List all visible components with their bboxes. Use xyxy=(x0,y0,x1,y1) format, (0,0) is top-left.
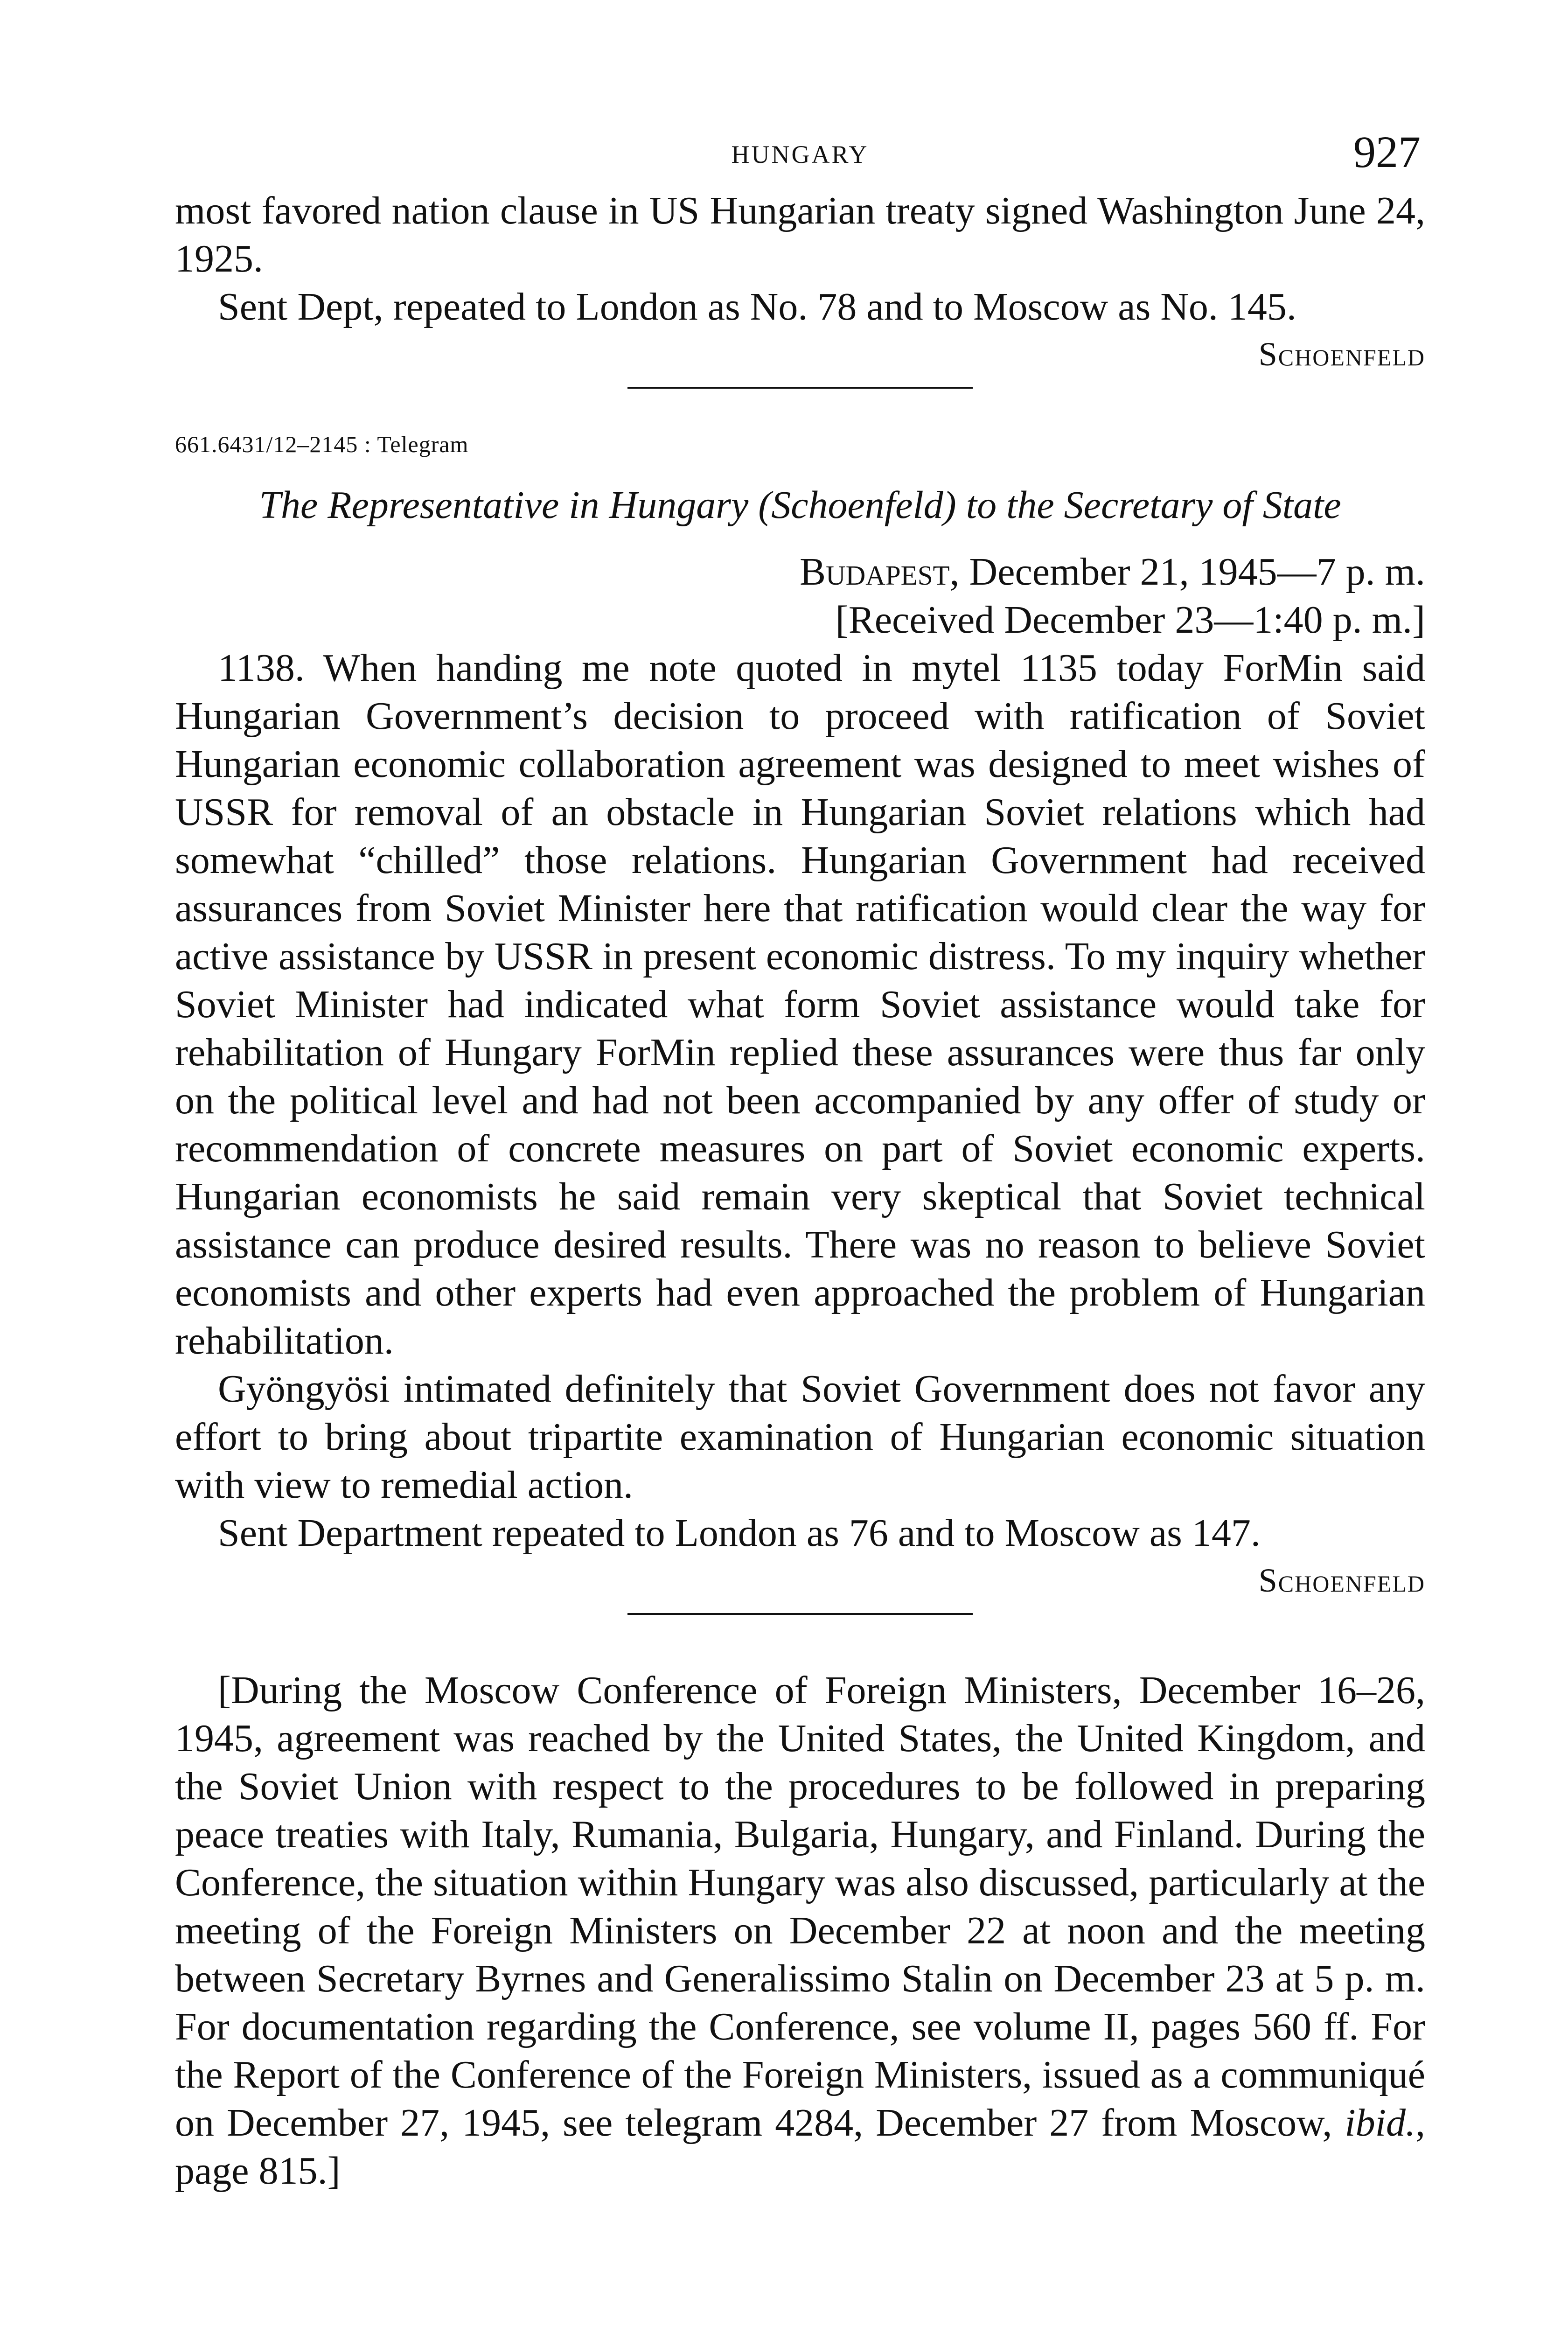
editorial-note-end: , page 815.] xyxy=(175,2101,1425,2193)
editorial-note xyxy=(175,1666,1425,2195)
section-divider xyxy=(627,1613,973,1615)
page-number: 927 xyxy=(1353,127,1421,177)
dateline xyxy=(175,548,1425,596)
document-2 xyxy=(175,431,1425,1604)
dateline-date: , December 21, 1945—7 p. m. xyxy=(949,550,1425,594)
document-page xyxy=(175,126,1425,2195)
signature: Schoenfeld xyxy=(1258,1562,1425,1599)
file-reference: 661.6431/12–2145 : Telegram xyxy=(175,431,469,457)
sent-line: Sent Department repeated to London as 76 and to Moscow as 147. xyxy=(218,1511,1261,1555)
received-line: [Received December 23—1:40 p. m.] xyxy=(835,598,1425,642)
telegram-paragraph-1: 1138. When handing me note quoted in mytel 1135 today ForMin said Hungarian Government’s decision to proceed with ratification of Soviet Hungarian economic collaboration agreement was designed to meet wishes of USSR for removal of an obstacle in Hungarian Soviet relations which had somewhat “chilled” those relations. Hungarian Government had received assurances from Soviet Minister here that ratification would clear the way for active assistance by USSR in present economic distress. To my inquiry whether Soviet Minister had indicated what form Soviet assistance would take for rehabilitation of Hungary ForMin replied these assurances were thus far only on the political level and had not been accompanied by any offer of study or recommendation of concrete measures on part of Soviet economic experts. Hungarian economists he said remain very skeptical that Soviet technical assistance can produce desired results. There was no reason to believe Soviet economists and other experts had even approached the problem of Hungarian rehabilitation. xyxy=(175,646,1425,1362)
sent-line: Sent Dept, repeated to London as No. 78 and to Moscow as No. 145. xyxy=(218,285,1296,328)
section-divider xyxy=(627,387,973,389)
running-head: HUNGARY xyxy=(731,140,869,168)
document-caption: The Representative in Hungary (Schoenfeld) to the Secretary of State xyxy=(259,483,1341,527)
signature: Schoenfeld xyxy=(1258,335,1425,373)
dateline-place: Budapest xyxy=(799,550,950,594)
page-header xyxy=(175,126,1425,177)
telegram-paragraph-2: Gyöngyösi intimated definitely that Soviet Government does not favor any effort to bring about tripartite examination of Hungarian economic situation with view to remedial action. xyxy=(175,1367,1425,1507)
editorial-note-text: [During the Moscow Conference of Foreign Ministers, December 16–26, 1945, agreement was reached by the United States, the United Kingdom, and the Soviet Union with respect to the procedures to be followed in preparing peace treaties with Italy, Rumania, Bulgaria, Hungary, and Finland. During the Conference, the situation within Hungary was also discussed, particularly at the meeting of the Foreign Ministers on December 22 at noon and the meeting between Secretary Byrnes and Generalissimo Stalin on December 23 at 5 p. m. For documentation regarding the Conference, see volume II, pages 560 ff. For the Report of the Conference of the Foreign Ministers, issued as a communiqué on December 27, 1945, see telegram 4284, December 27 from Moscow, xyxy=(175,1669,1425,2144)
continued-paragraph: most favored nation clause in US Hungarian treaty signed Washington June 24, 1925. xyxy=(175,189,1425,280)
editorial-note-ibid: ibid. xyxy=(1345,2101,1415,2144)
document-1-ending xyxy=(175,187,1425,377)
